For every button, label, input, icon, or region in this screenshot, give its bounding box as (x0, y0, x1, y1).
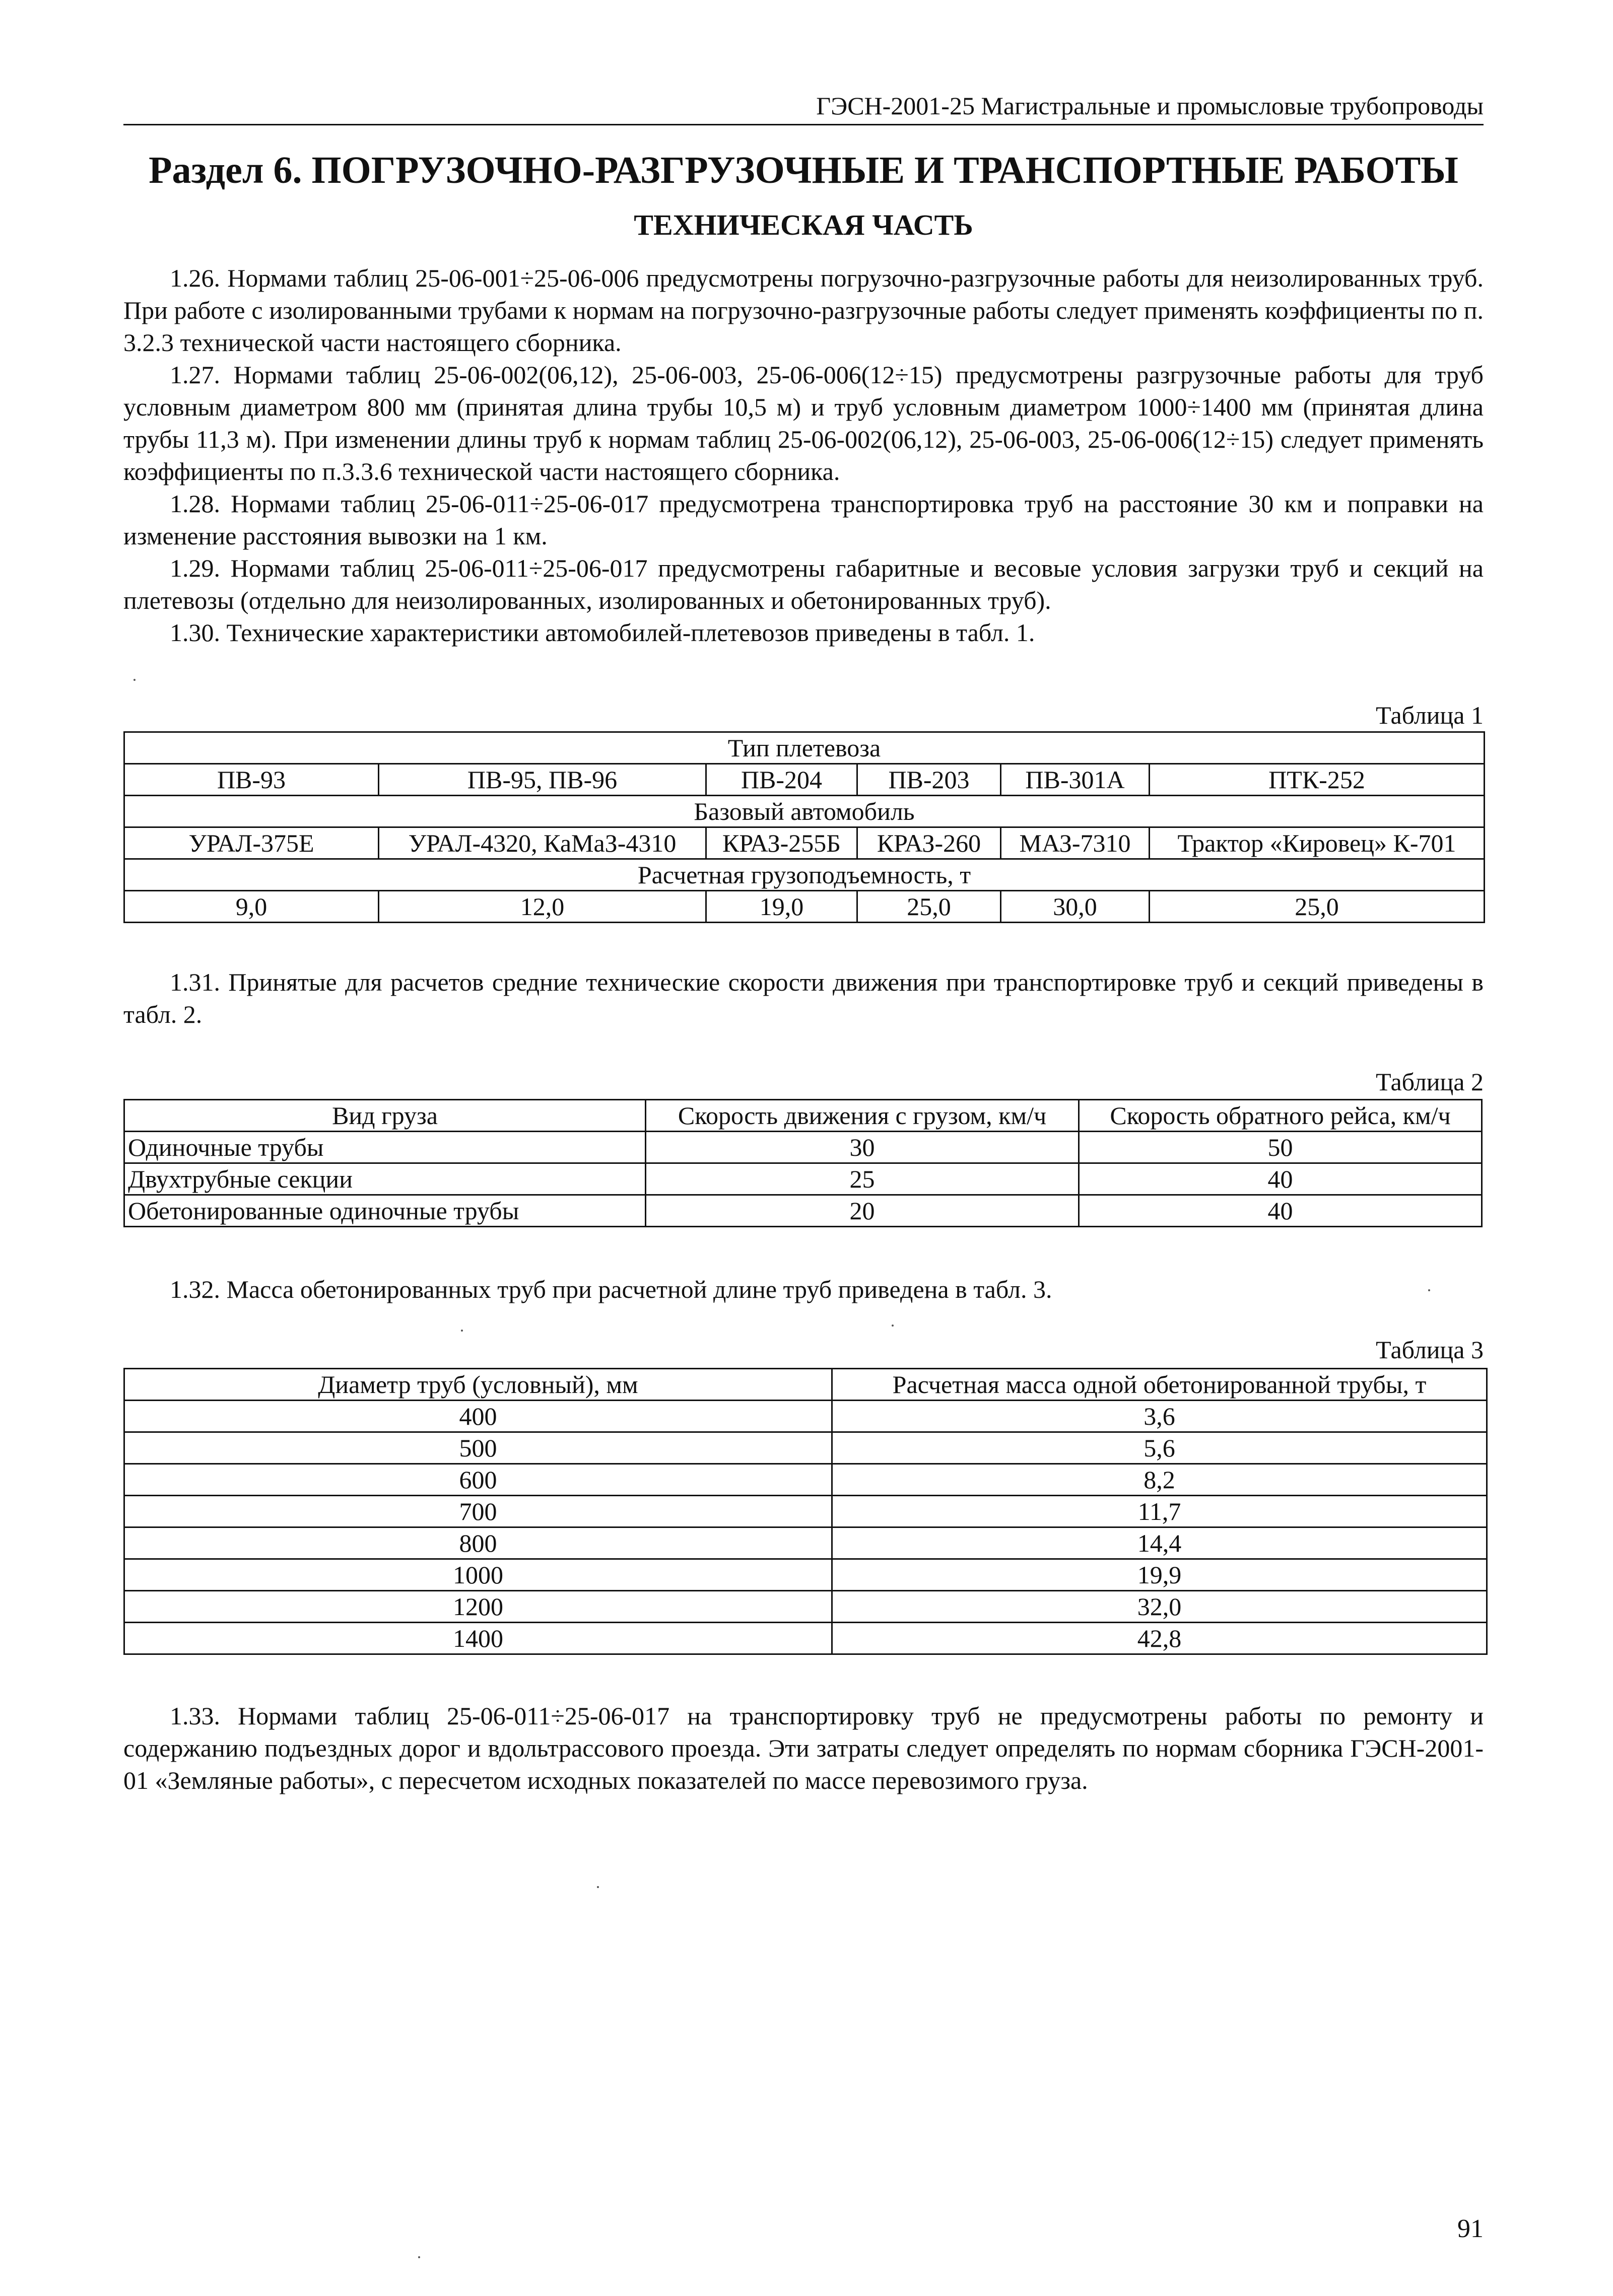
table3-cell: 500 (124, 1432, 832, 1464)
table1-capacity-header-row (124, 859, 1485, 891)
table3-cell: 3,6 (832, 1401, 1487, 1432)
paragraph-1-27: 1.27. Нормами таблиц 25-06-002(06,12), 25-06-003, 25-06-006(12÷15) предусмотрены разгрузочные работы для труб условным диаметром 800 мм (принятая длина трубы 10,5 м) и труб условным диаметром 1000÷1400 мм (принятая длина трубы 11,3 м). При изменении длины труб к нормам таблиц 25-06-002(06,12), 25-06-003, 25-06-006(12÷15) следует применять коэффициенты по п.3.3.6 технической части настоящего сборника. (123, 361, 1484, 485)
table1-type-header: Тип плетевоза (124, 732, 1485, 764)
table3-cell: 1200 (124, 1591, 832, 1623)
table3-cell: 11,7 (832, 1496, 1487, 1527)
table-row (124, 1163, 1482, 1195)
table3-cell: 19,9 (832, 1559, 1487, 1591)
paragraph-1-31: 1.31. Принятые для расчетов средние технические скорости движения при транспортировке труб и секций приведены в табл. 2. (123, 968, 1484, 1028)
table-row (124, 1527, 1487, 1559)
table2-cell: 25 (646, 1163, 1079, 1195)
table3-cell: 32,0 (832, 1591, 1487, 1623)
section-subtitle: ТЕХНИЧЕСКАЯ ЧАСТЬ (634, 208, 973, 241)
table-row (124, 1623, 1487, 1654)
paragraph-1-29: 1.29. Нормами таблиц 25-06-011÷25-06-017 предусмотрены габаритные и весовые условия загрузки труб и секций на плетевозы (отдельно для неизолированных, изолированных и обетонированных труб). (123, 554, 1484, 614)
table3-cell: 700 (124, 1496, 832, 1527)
page-number: 91 (1457, 2214, 1484, 2243)
paragraph-1-32: 1.32. Масса обетонированных труб при расчетной длине труб приведена в табл. 3. (170, 1275, 1052, 1303)
table1-cell: 25,0 (857, 891, 1001, 923)
table1-type-header-row (124, 732, 1485, 764)
table3-header: Расчетная масса одной обетонированной трубы, т (832, 1369, 1487, 1401)
intro-paragraphs (123, 262, 1484, 649)
table2-header: Скорость движения с грузом, км/ч (646, 1100, 1079, 1132)
table3-header-row (124, 1369, 1487, 1401)
table2-caption: Таблица 2 (1376, 1068, 1484, 1096)
table-row (124, 1132, 1482, 1163)
table2-cell: Одиночные трубы (124, 1132, 646, 1163)
table1-cell: ПВ-93 (124, 764, 379, 796)
table1-cell: ПВ-204 (706, 764, 857, 796)
table-row (124, 1559, 1487, 1591)
table1-cell: ПВ-95, ПВ-96 (379, 764, 706, 796)
scan-speck (133, 679, 136, 681)
table2-cell: 40 (1079, 1195, 1482, 1227)
table1-types-row (124, 764, 1485, 796)
table1-cell: 19,0 (706, 891, 857, 923)
scan-speck (1428, 1289, 1430, 1291)
paragraph-1-30: 1.30. Технические характеристики автомобилей-плетевозов приведены в табл. 1. (170, 618, 1035, 647)
table3-caption: Таблица 3 (1376, 1336, 1484, 1364)
paragraph-1-33-block (123, 1700, 1484, 1796)
paragraph-1-28: 1.28. Нормами таблиц 25-06-011÷25-06-017 предусмотрена транспортировка труб на расстояние 30 км и поправки на изменение расстояния вывозки на 1 км. (123, 490, 1484, 550)
table2-cell: Двухтрубные секции (124, 1163, 646, 1195)
running-header: ГЭСН-2001-25 Магистральные и промысловые трубопроводы (123, 91, 1484, 125)
paragraph-1-31-block (123, 966, 1484, 1030)
table3-cell: 5,6 (832, 1432, 1487, 1464)
table1-capacities-row (124, 891, 1485, 923)
table1-cell: ПВ-301А (1001, 764, 1150, 796)
table-row (124, 1401, 1487, 1432)
table1-cell: 25,0 (1150, 891, 1485, 923)
section-title: Раздел 6. ПОГРУЗОЧНО-РАЗГРУЗОЧНЫЕ И ТРАНСПОРТНЫЕ РАБОТЫ (149, 149, 1458, 191)
table1-cell: 30,0 (1001, 891, 1150, 923)
table1-cell: Трактор «Кировец» К-701 (1150, 827, 1485, 859)
table1-cell: ПВ-203 (857, 764, 1001, 796)
table3-cell: 400 (124, 1401, 832, 1432)
scan-speck (418, 2256, 420, 2258)
table2-cell: 50 (1079, 1132, 1482, 1163)
table-row (124, 1496, 1487, 1527)
paragraph-1-26: 1.26. Нормами таблиц 25-06-001÷25-06-006 предусмотрены погрузочно-разгрузочные работы для неизолированных труб. При работе с изолированными трубами к нормам на погрузочно-разгрузочные работы следует применять коэффициенты по п. 3.2.3 технической части настоящего сборника. (123, 264, 1484, 357)
table1-cell: КРАЗ-260 (857, 827, 1001, 859)
paragraph-1-32-block (123, 1273, 1484, 1305)
table3-cell: 800 (124, 1527, 832, 1559)
table1-cell: УРАЛ-4320, КаМаЗ-4310 (379, 827, 706, 859)
table2-header: Вид груза (124, 1100, 646, 1132)
table3-cell: 42,8 (832, 1623, 1487, 1654)
table-row (124, 1195, 1482, 1227)
scan-speck (892, 1325, 894, 1327)
table1-cell: МАЗ-7310 (1001, 827, 1150, 859)
table3 (123, 1368, 1488, 1655)
table1-cell: КРАЗ-255Б (706, 827, 857, 859)
table-row (124, 1591, 1487, 1623)
table2-cell: 20 (646, 1195, 1079, 1227)
table3-cell: 1000 (124, 1559, 832, 1591)
table3-cell: 14,4 (832, 1527, 1487, 1559)
table-row (124, 1464, 1487, 1496)
table1-cell: ПТК-252 (1150, 764, 1485, 796)
table1-base-header-row (124, 796, 1485, 827)
table-row (124, 1432, 1487, 1464)
table3-cell: 8,2 (832, 1464, 1487, 1496)
table2-cell: Обетонированные одиночные трубы (124, 1195, 646, 1227)
scan-speck (461, 1330, 463, 1332)
table1-capacity-header: Расчетная грузоподъемность, т (124, 859, 1485, 891)
table3-header: Диаметр труб (условный), мм (124, 1369, 832, 1401)
table2-header: Скорость обратного рейса, км/ч (1079, 1100, 1482, 1132)
table1 (123, 731, 1485, 923)
scan-speck (597, 1886, 599, 1888)
table1-cell: 12,0 (379, 891, 706, 923)
table2-cell: 30 (646, 1132, 1079, 1163)
table1-bases-row (124, 827, 1485, 859)
table2-cell: 40 (1079, 1163, 1482, 1195)
table1-caption: Таблица 1 (1376, 701, 1484, 729)
table1-cell: УРАЛ-375Е (124, 827, 379, 859)
table3-cell: 1400 (124, 1623, 832, 1654)
table2 (123, 1099, 1483, 1227)
table2-header-row (124, 1100, 1482, 1132)
table3-cell: 600 (124, 1464, 832, 1496)
paragraph-1-33: 1.33. Нормами таблиц 25-06-011÷25-06-017 на транспортировку труб не предусмотрены работы по ремонту и содержанию подъездных дорог и вдольтрассового проезда. Эти затраты следует определять по нормам сборника ГЭСН-2001-01 «Земляные работы», с пересчетом исходных показателей по массе перевозимого груза. (123, 1702, 1484, 1794)
table1-cell: 9,0 (124, 891, 379, 923)
table1-base-header: Базовый автомобиль (124, 796, 1485, 827)
